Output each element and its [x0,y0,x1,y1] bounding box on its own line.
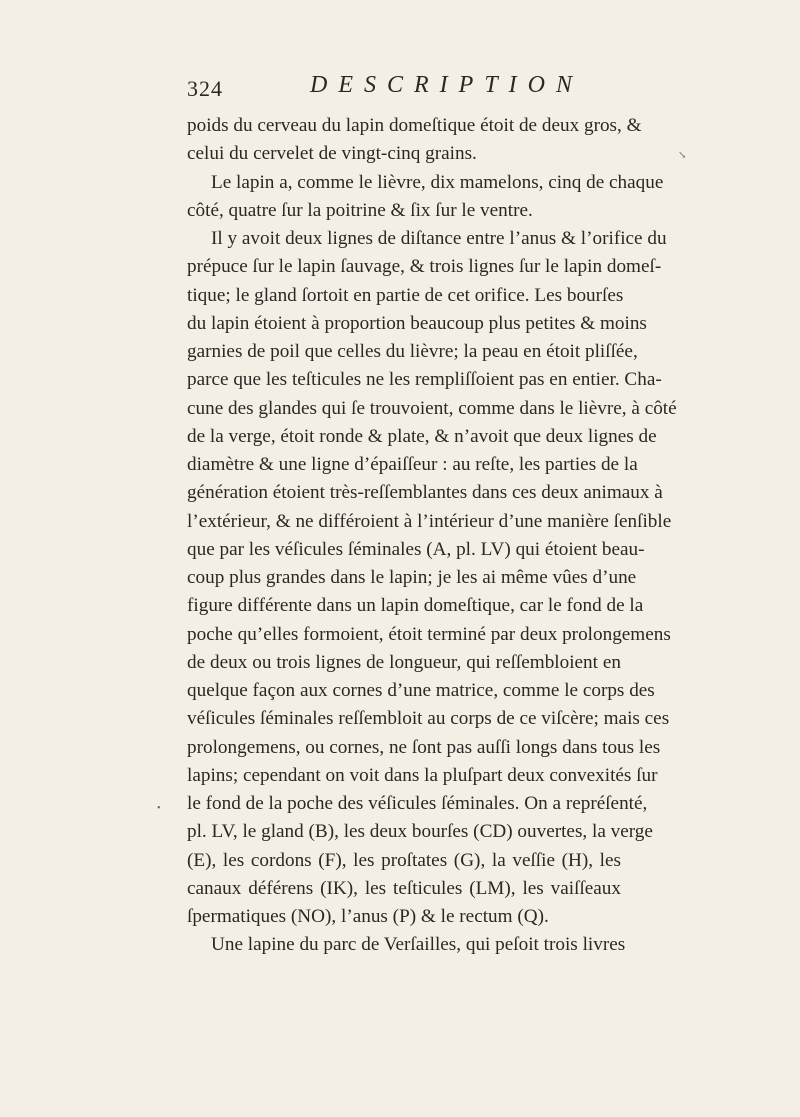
text-line: Il y avoit deux lignes de diſtance entre l’anus & l’orifice du [211,228,667,249]
text-line: (E), les cordons (F), les proſtates (G), la veſſie (H), les [187,849,621,871]
text-line: coup plus grandes dans le lapin; je les ai même vûes d’une [187,567,637,588]
text-line: tique; le gland ſortoit en partie de cet orifice. Les bourſes [187,284,624,306]
text-line: de deux ou trois lignes de longueur, qui reſſembloient en [187,651,621,673]
text-line: le fond de la poche des véſicules ſéminales. On a repréſenté, [187,793,648,814]
text-line: garnies de poil que celles du lièvre; la peau en étoit pliſſée, [187,341,638,362]
text-line: véſicules ſéminales reſſembloit au corps de ce viſcère; mais ces [187,708,670,730]
text-line: pl. LV, le gland (B), les deux bourſes (CD) ouvertes, la verge [187,821,653,843]
ink-speck: ↘ [678,150,687,161]
text-line: de la verge, étoit ronde & plate, & n’avoit que deux lignes de [187,425,657,447]
text-line: Le lapin a, comme le lièvre, dix mamelons, cinq de chaque [211,171,664,193]
text-line: prépuce ſur le lapin ſauvage, & trois lignes ſur le lapin domeſ- [187,256,662,278]
text-line: quelque façon aux cornes d’une matrice, comme le corps des [187,680,655,701]
text-line: côté, quatre ſur la poitrine & ſix ſur le ventre. [187,199,533,221]
text-line: lapins; cependant on voit dans la pluſpart deux convexités ſur [187,764,658,786]
text-line: l’extérieur, & ne différoient à l’intérieur d’une manière ſenſible [187,510,672,532]
text-line: parce que les teſticules ne les rempliſſoient pas en entier. Cha- [187,369,662,391]
text-line: Une lapine du parc de Verſailles, qui peſoit trois livres [211,934,626,956]
text-line: poids du cerveau du lapin domeſtique étoit de deux gros, & [187,115,642,136]
text-line: cune des glandes qui ſe trouvoient, comme dans le lièvre, à côté [187,397,677,419]
text-line: celui du cervelet de vingt-cinq grains. [187,143,477,165]
text-line: figure différente dans un lapin domeſtique, car le fond de la [187,595,644,617]
text-line: poche qu’elles formoient, étoit terminé par deux prolongemens [187,623,671,645]
text-line: du lapin étoient à proportion beaucoup plus petites & moins [187,312,647,334]
page-number: 324 [187,76,223,101]
body-text [187,112,677,960]
text-line: canaux déférens (IK), les teſticules (LM), les vaiſſeaux [187,877,621,899]
ink-speck: • [157,803,161,814]
text-line: que par les véſicules ſéminales (A, pl. LV) qui étoient beau- [187,538,645,560]
text-line: prolongemens, ou cornes, ne ſont pas auſſi longs dans tous les [187,736,661,758]
text-line: ſpermatiques (NO), l’anus (P) & le rectum (Q). [187,906,549,927]
text-line: diamètre & une ligne d’épaiſſeur : au reſte, les parties de la [187,454,638,475]
running-title: DESCRIPTION [310,72,583,98]
page-header [187,72,647,112]
text-line: génération étoient très-reſſemblantes dans ces deux animaux à [187,482,663,504]
